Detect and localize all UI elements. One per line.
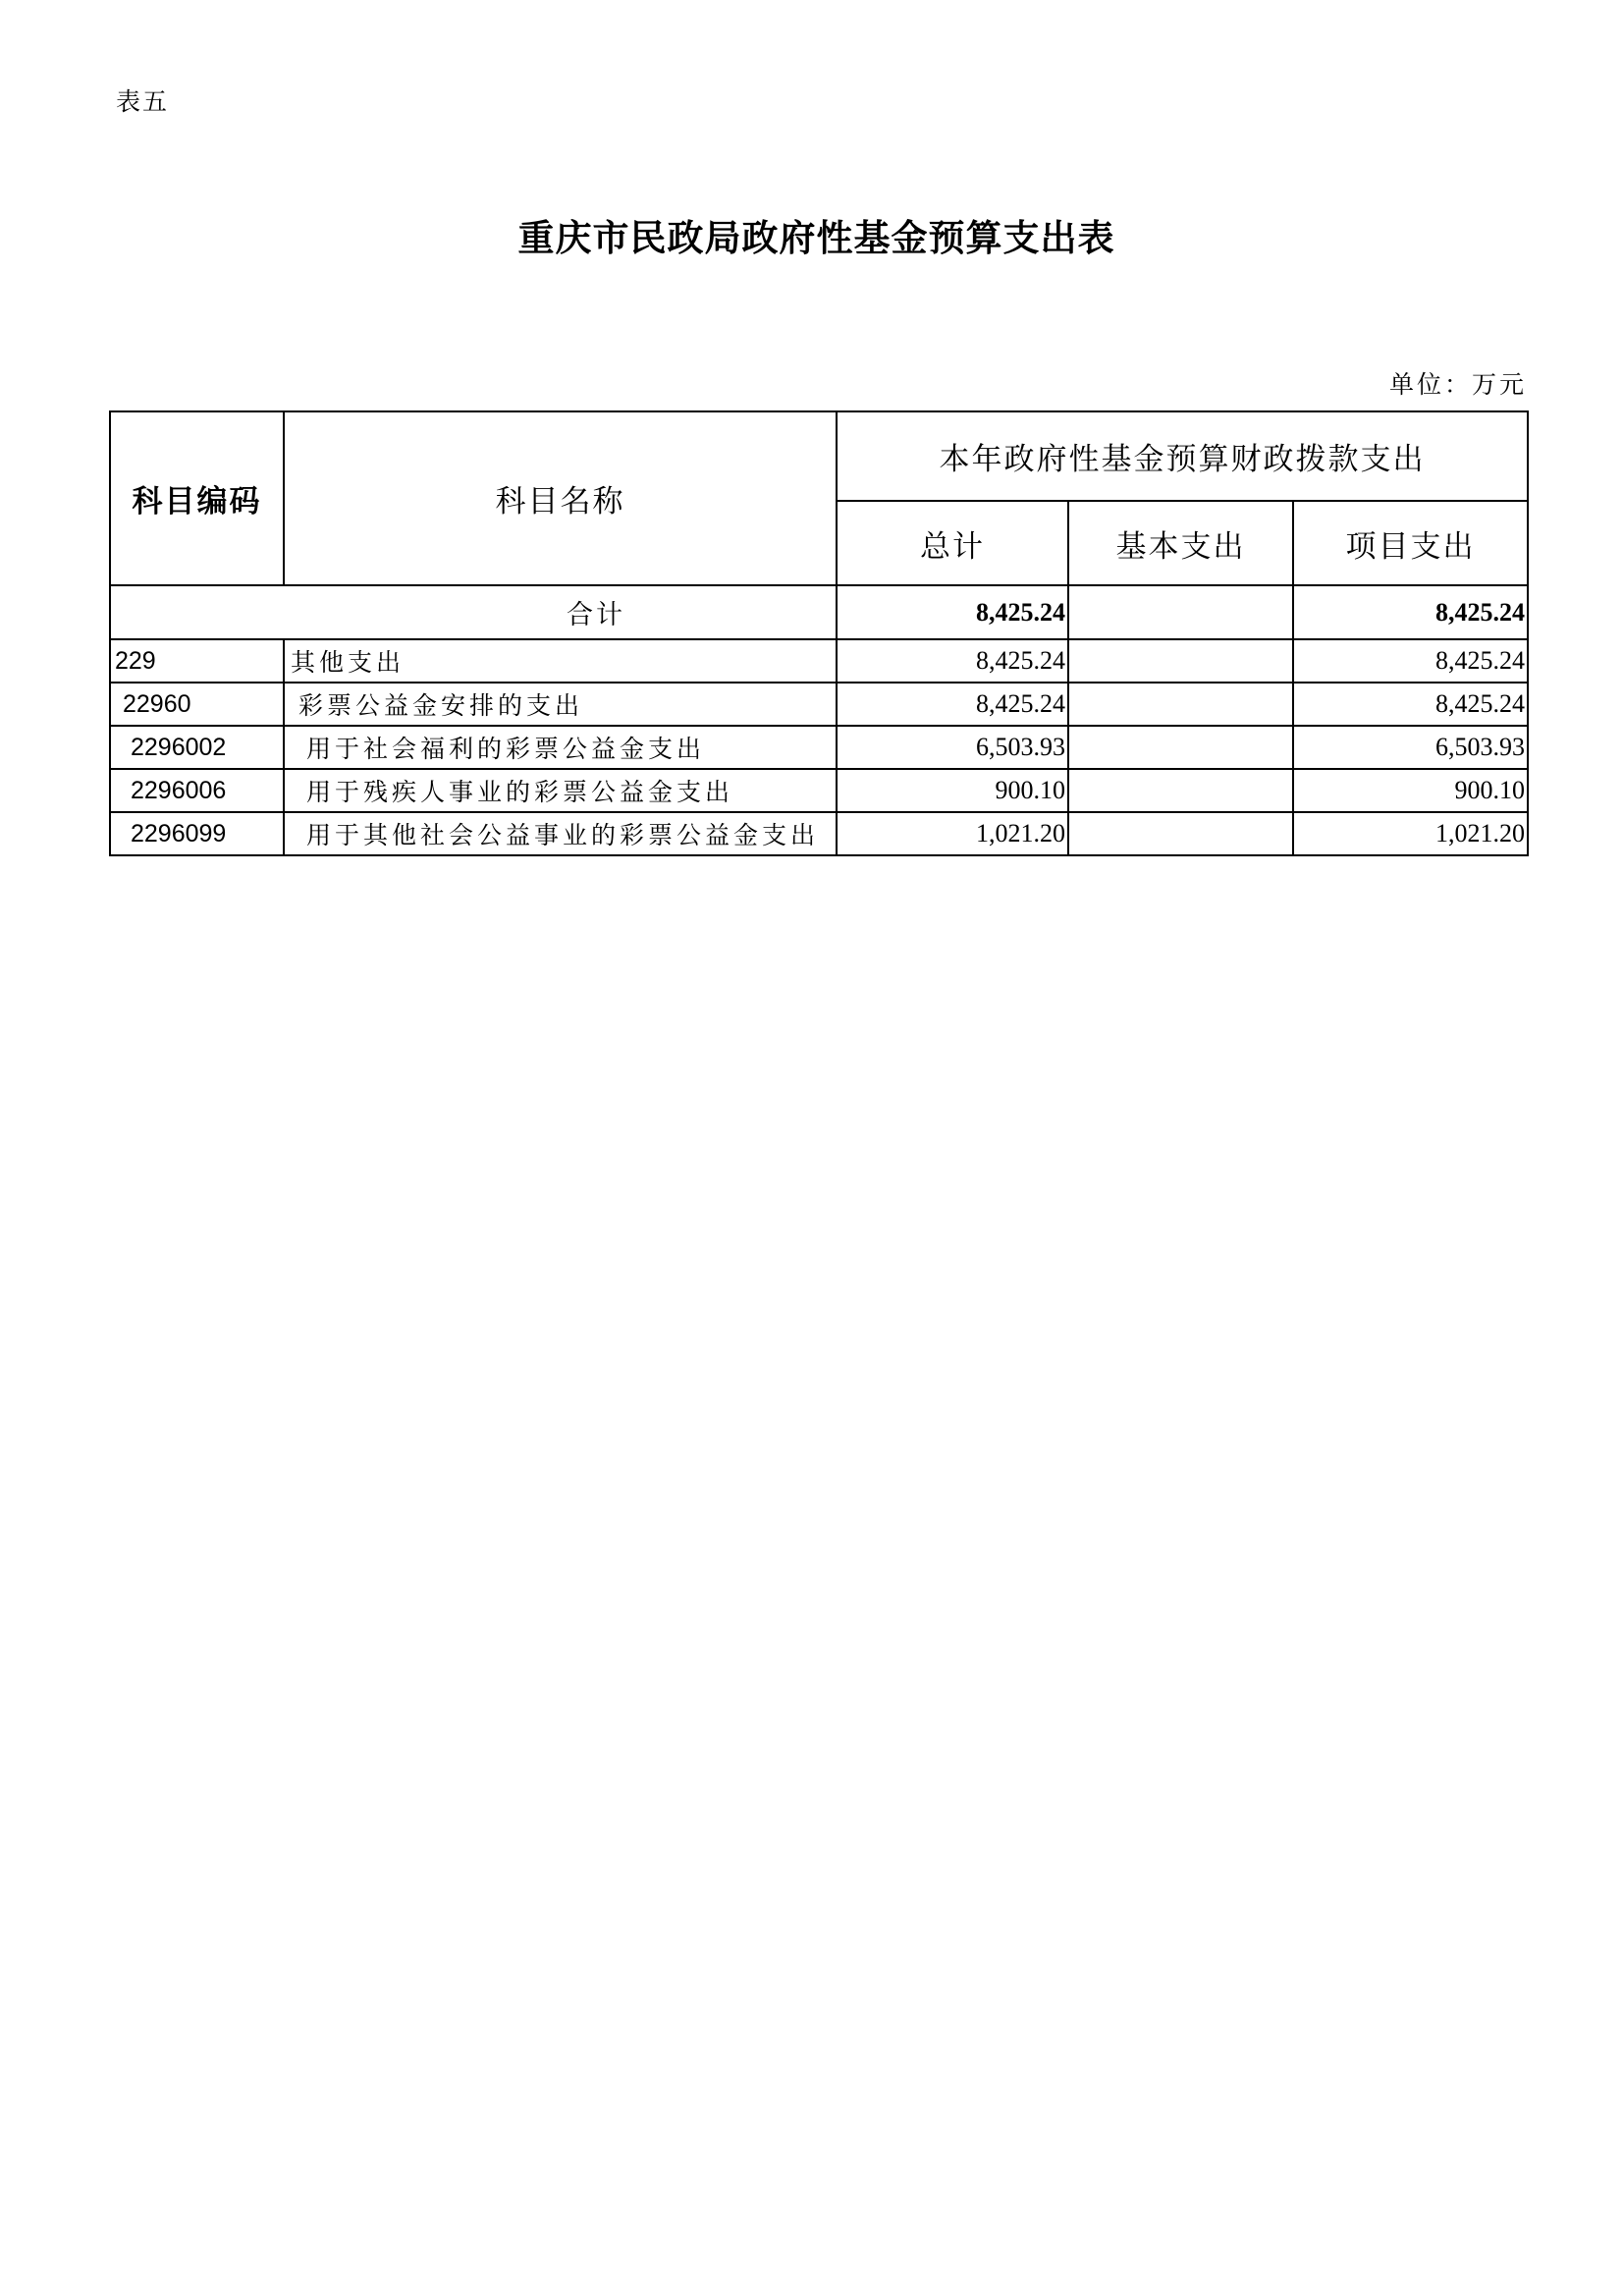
row-basic — [1068, 726, 1293, 769]
unit-label: 单位：万元 — [1388, 370, 1527, 399]
header-total: 总计 — [837, 501, 1068, 585]
total-basic — [1068, 585, 1293, 639]
row-project: 8,425.24 — [1293, 639, 1528, 683]
total-total: 8,425.24 — [837, 585, 1068, 639]
table-label: 表五 — [116, 87, 170, 116]
row-basic — [1068, 683, 1293, 726]
page-title: 重庆市民政局政府性基金预算支出表 — [517, 216, 1115, 259]
row-code: 22960 — [110, 683, 284, 726]
table-row — [110, 769, 1528, 812]
row-name: 用于残疾人事业的彩票公益金支出 — [284, 769, 837, 812]
row-basic — [1068, 639, 1293, 683]
total-label: 合计 — [110, 585, 837, 639]
row-code: 2296002 — [110, 726, 284, 769]
table-row — [110, 683, 1528, 726]
row-code: 229 — [110, 639, 284, 683]
header-name: 科目名称 — [284, 411, 837, 585]
row-total: 8,425.24 — [837, 683, 1068, 726]
table-row — [110, 812, 1528, 855]
row-name: 其他支出 — [284, 639, 837, 683]
table-row — [110, 639, 1528, 683]
row-name: 用于其他社会公益事业的彩票公益金支出 — [284, 812, 837, 855]
row-basic — [1068, 812, 1293, 855]
row-total: 900.10 — [837, 769, 1068, 812]
row-name: 用于社会福利的彩票公益金支出 — [284, 726, 837, 769]
row-project: 1,021.20 — [1293, 812, 1528, 855]
header-code: 科目编码 — [110, 411, 284, 585]
row-project: 900.10 — [1293, 769, 1528, 812]
header-basic: 基本支出 — [1068, 501, 1293, 585]
row-total: 6,503.93 — [837, 726, 1068, 769]
row-code: 2296099 — [110, 812, 284, 855]
header-project: 项目支出 — [1293, 501, 1528, 585]
table-row — [110, 726, 1528, 769]
budget-table — [109, 410, 1529, 856]
row-project: 8,425.24 — [1293, 683, 1528, 726]
header-group: 本年政府性基金预算财政拨款支出 — [837, 411, 1528, 501]
row-total: 1,021.20 — [837, 812, 1068, 855]
row-code: 2296006 — [110, 769, 284, 812]
row-name: 彩票公益金安排的支出 — [284, 683, 837, 726]
row-total: 8,425.24 — [837, 639, 1068, 683]
total-project: 8,425.24 — [1293, 585, 1528, 639]
row-project: 6,503.93 — [1293, 726, 1528, 769]
row-basic — [1068, 769, 1293, 812]
total-row — [110, 585, 1528, 639]
header-row-top — [110, 411, 1528, 501]
